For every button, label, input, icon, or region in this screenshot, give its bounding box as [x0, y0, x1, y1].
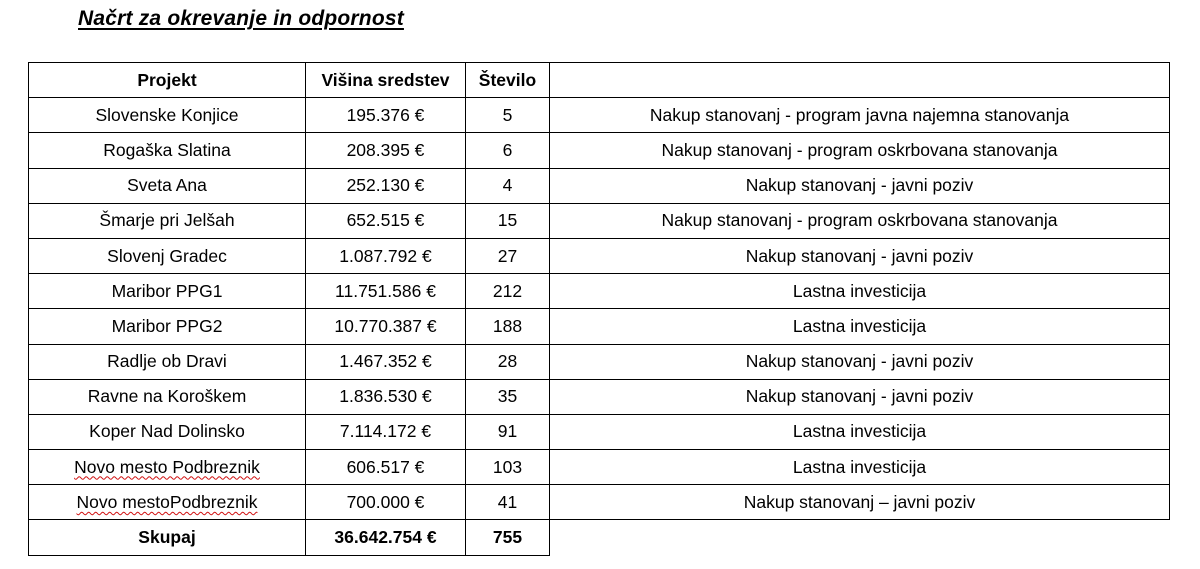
cell-projekt: Novo mesto Podbreznik	[29, 450, 306, 485]
header-visina-sredstev: Višina sredstev	[306, 63, 466, 98]
cell-projekt: Ravne na Koroškem	[29, 379, 306, 414]
document-title: Načrt za okrevanje in odpornost	[78, 7, 404, 30]
table-row	[29, 133, 1170, 168]
cell-opis: Lastna investicija	[550, 414, 1170, 449]
table-row	[29, 98, 1170, 133]
cell-stevilo: 103	[466, 450, 550, 485]
cell-opis: Nakup stanovanj - javni poziv	[550, 379, 1170, 414]
cell-projekt: Slovenske Konjice	[29, 98, 306, 133]
cell-stevilo: 15	[466, 203, 550, 238]
cell-projekt: Maribor PPG1	[29, 274, 306, 309]
cell-opis: Nakup stanovanj - program oskrbovana stanovanja	[550, 203, 1170, 238]
cell-visina-sredstev: 252.130 €	[306, 168, 466, 203]
cell-projekt: Šmarje pri Jelšah	[29, 203, 306, 238]
cell-visina-sredstev: 1.467.352 €	[306, 344, 466, 379]
cell-visina-sredstev: 208.395 €	[306, 133, 466, 168]
cell-opis: Nakup stanovanj – javni poziv	[550, 485, 1170, 520]
projects-table	[28, 62, 1170, 556]
cell-projekt: Radlje ob Dravi	[29, 344, 306, 379]
total-empty-cell	[550, 520, 1170, 555]
cell-opis: Lastna investicija	[550, 274, 1170, 309]
cell-visina-sredstev: 11.751.586 €	[306, 274, 466, 309]
cell-visina-sredstev: 10.770.387 €	[306, 309, 466, 344]
cell-visina-sredstev: 606.517 €	[306, 450, 466, 485]
cell-opis: Lastna investicija	[550, 309, 1170, 344]
total-label: Skupaj	[29, 520, 306, 555]
cell-stevilo: 27	[466, 238, 550, 273]
cell-stevilo: 4	[466, 168, 550, 203]
cell-projekt: Maribor PPG2	[29, 309, 306, 344]
cell-stevilo: 5	[466, 98, 550, 133]
table-row	[29, 485, 1170, 520]
cell-opis: Lastna investicija	[550, 450, 1170, 485]
table-row	[29, 168, 1170, 203]
total-visina: 36.642.754 €	[306, 520, 466, 555]
cell-visina-sredstev: 1.087.792 €	[306, 238, 466, 273]
table-header-row	[29, 63, 1170, 98]
table-row	[29, 274, 1170, 309]
cell-stevilo: 28	[466, 344, 550, 379]
table-row	[29, 203, 1170, 238]
table-row	[29, 238, 1170, 273]
total-stevilo: 755	[466, 520, 550, 555]
header-projekt: Projekt	[29, 63, 306, 98]
header-stevilo: Število	[466, 63, 550, 98]
cell-visina-sredstev: 1.836.530 €	[306, 379, 466, 414]
table-row	[29, 344, 1170, 379]
cell-opis: Nakup stanovanj - javni poziv	[550, 344, 1170, 379]
table-row	[29, 414, 1170, 449]
cell-visina-sredstev: 700.000 €	[306, 485, 466, 520]
cell-stevilo: 6	[466, 133, 550, 168]
table-row	[29, 450, 1170, 485]
cell-projekt: Koper Nad Dolinsko	[29, 414, 306, 449]
header-opis	[550, 63, 1170, 98]
cell-stevilo: 188	[466, 309, 550, 344]
cell-visina-sredstev: 652.515 €	[306, 203, 466, 238]
cell-projekt: Slovenj Gradec	[29, 238, 306, 273]
cell-visina-sredstev: 195.376 €	[306, 98, 466, 133]
cell-opis: Nakup stanovanj - program javna najemna stanovanja	[550, 98, 1170, 133]
cell-opis: Nakup stanovanj - program oskrbovana stanovanja	[550, 133, 1170, 168]
cell-projekt: Rogaška Slatina	[29, 133, 306, 168]
cell-projekt: Novo mestoPodbreznik	[29, 485, 306, 520]
cell-visina-sredstev: 7.114.172 €	[306, 414, 466, 449]
cell-opis: Nakup stanovanj - javni poziv	[550, 238, 1170, 273]
cell-stevilo: 41	[466, 485, 550, 520]
cell-stevilo: 91	[466, 414, 550, 449]
cell-projekt: Sveta Ana	[29, 168, 306, 203]
cell-stevilo: 212	[466, 274, 550, 309]
cell-stevilo: 35	[466, 379, 550, 414]
table-row	[29, 379, 1170, 414]
table-row	[29, 309, 1170, 344]
cell-opis: Nakup stanovanj - javni poziv	[550, 168, 1170, 203]
total-row	[29, 520, 1170, 555]
